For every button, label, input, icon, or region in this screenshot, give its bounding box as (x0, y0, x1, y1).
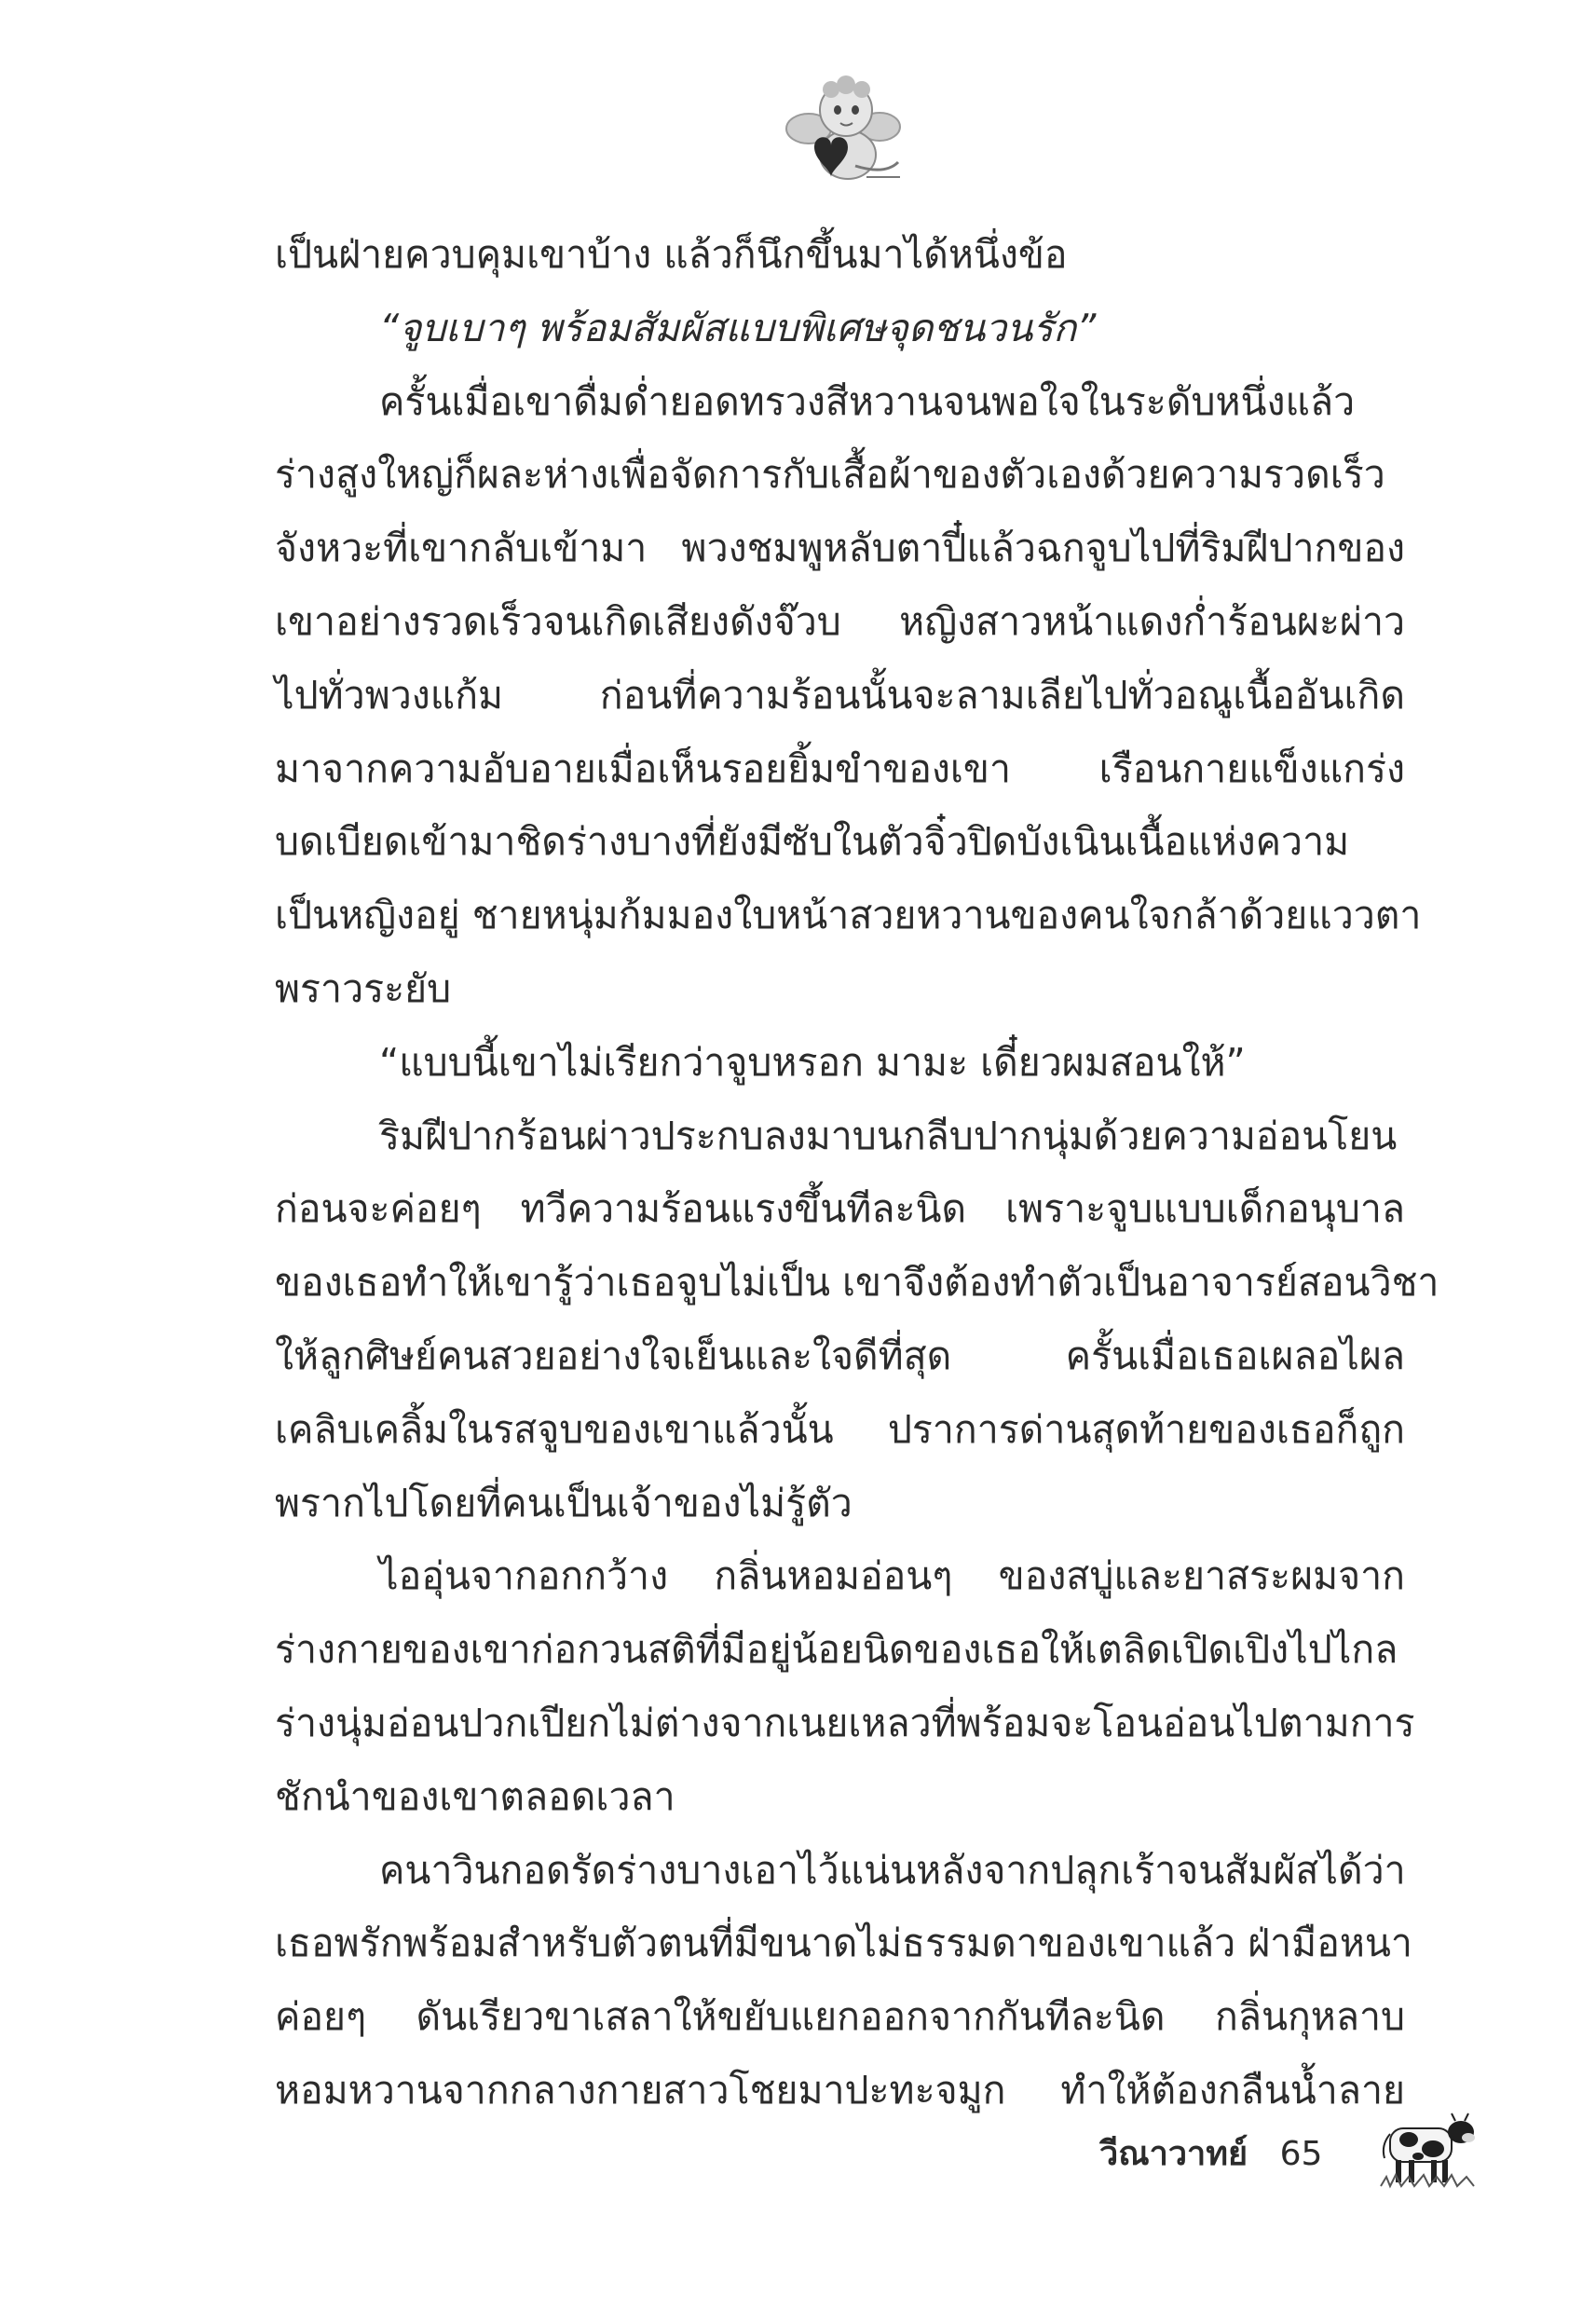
text-line: ของเธอทำให้เขารู้ว่าเธอจูบไม่เป็น เขาจึงต้องทำตัวเป็นอาจารย์สอนวิชา (275, 1260, 1439, 1306)
text-line: “แบบนี้เขาไม่เรียกว่าจูบหรอก มามะ เดี๋ยวผมสอนให้” (379, 1039, 1246, 1085)
text-line: ริมฝีปากร้อนผ่าวประกบลงมาบนกลีบปากนุ่มด้วยความอ่อนโยน (379, 1113, 1398, 1158)
page-footer (1099, 2126, 1322, 2182)
book-title: วีณาวาทย์ (1099, 2135, 1248, 2173)
cow-icon (1377, 2108, 1480, 2192)
text-line: ไปทั่วพวงแก้ม ก่อนที่ความร้อนนั้นจะลามเลียไปทั่วอณูเนื้ออันเกิด (275, 672, 1405, 718)
text-line: เขาอย่างรวดเร็วจนเกิดเสียงดังจ๊วบ หญิงสาวหน้าแดงก่ำร้อนผะผ่าว (275, 598, 1405, 644)
text-line: พรากไปโดยที่คนเป็นเจ้าของไม่รู้ตัว (275, 1480, 853, 1525)
cupid-with-heart-icon (783, 73, 904, 189)
text-line: พราวระยับ (275, 965, 452, 1011)
page-number: 65 (1279, 2135, 1323, 2173)
text-line: ชักนำของเขาตลอดเวลา (275, 1773, 675, 1819)
text-line: “จูบเบาๆ พร้อมสัมผัสแบบพิเศษจุดชนวนรัก” (379, 305, 1097, 350)
text-line: เคลิบเคลิ้มในรสจูบของเขาแล้วนั้น ปราการด่านสุดท้ายของเธอก็ถูก (275, 1406, 1405, 1452)
text-line: จังหวะที่เขากลับเข้ามา พวงชมพูหลับตาปี๋แล้วฉกจูบไปที่ริมฝีปากของ (275, 526, 1405, 571)
text-line: คนาวินกอดรัดร่างบางเอาไว้แน่นหลังจากปลุกเร้าจนสัมผัสได้ว่า (379, 1847, 1406, 1893)
text-line: ครั้นเมื่อเขาดื่มด่ำยอดทรวงสีหวานจนพอใจในระดับหนึ่งแล้ว (379, 378, 1356, 424)
text-line: ค่อยๆ ดันเรียวขาเสลาให้ขยับแยกออกจากกันทีละนิด กลิ่นกุหลาบ (275, 1994, 1405, 2040)
text-line: หอมหวานจากกลางกายสาวโชยมาปะทะจมูก ทำให้ต้องกลืนน้ำลาย (275, 2067, 1405, 2113)
text-line: มาจากความอับอายเมื่อเห็นรอยยิ้มขำของเขา เรือนกายแข็งแกร่ง (275, 745, 1405, 791)
text-line: ร่างสูงใหญ่ก็ผละห่างเพื่อจัดการกับเสื้อผ้าของตัวเองด้วยความรวดเร็ว (275, 452, 1385, 498)
text-line: เธอพรักพร้อมสำหรับตัวตนที่มีขนาดไม่ธรรมดาของเขาแล้ว ฝ่ามือหนา (275, 1921, 1412, 1966)
text-line: ให้ลูกศิษย์คนสวยอย่างใจเย็นและใจดีที่สุด ครั้นเมื่อเธอเผลอไผล (275, 1333, 1405, 1378)
text-line: เป็นหญิงอยู่ ชายหนุ่มก้มมองใบหน้าสวยหวานของคนใจกล้าด้วยแววตา (275, 893, 1422, 938)
text-line: ร่างกายของเขาก่อกวนสติที่มีอยู่น้อยนิดของเธอให้เตลิดเปิดเปิงไปไกล (275, 1627, 1398, 1673)
body-text (275, 218, 1439, 2127)
text-line: เป็นฝ่ายควบคุมเขาบ้าง แล้วก็นึกขึ้นมาได้หนึ่งข้อ (275, 232, 1068, 277)
text-line: ก่อนจะค่อยๆ ทวีความร้อนแรงขึ้นทีละนิด เพราะจูบแบบเด็กอนุบาล (275, 1186, 1405, 1232)
text-line: บดเบียดเข้ามาชิดร่างบางที่ยังมีซับในตัวจิ๋วปิดบังเนินเนื้อแห่งความ (275, 819, 1350, 865)
text-line: ไออุ่นจากอกกว้าง กลิ่นหอมอ่อนๆ ของสบู่และยาสระผมจาก (379, 1553, 1405, 1599)
text-line: ร่างนุ่มอ่อนปวกเปียกไม่ต่างจากเนยเหลวที่พร้อมจะโอนอ่อนไปตามการ (275, 1700, 1415, 1745)
